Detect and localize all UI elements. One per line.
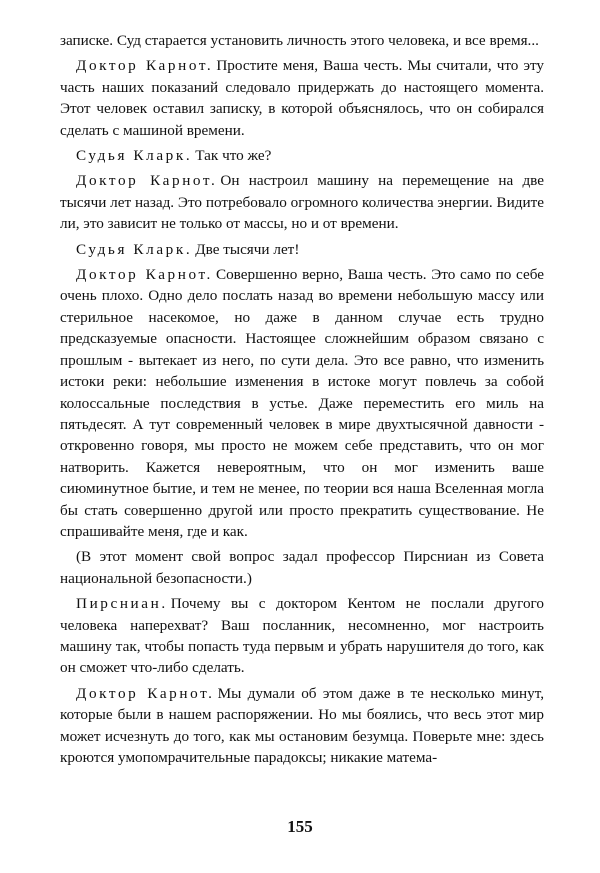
- paragraph: [60, 264, 544, 542]
- paragraph-text: Совершенно верно, Ваша честь. Это само по себе очень плохо. Одно дело послать назад во времени небольшую массу или стерильное насекомое, но даже в данном случае есть трудно предсказуемые опасности. Настоящее сложнейшим образом связано с прошлым - вытекает из него, по сути дела. Это все равно, что изменить истоки реки: небольшие изменения в истоке могут повлечь за собой колоссальные последствия в устье. Даже переместить его миль на пятьдесят. А тут современный человек в мире двухтысячной давности - откровенно говоря, мы просто не можем себе представить, что он мог натворить. Кажется невероятным, что он мог изменить ваше сиюминутное бытие, и тем не менее, по теории вся наша Вселенная могла бы стать совершенно другой или просто прекратить существование. Не спрашивайте меня, где и как.: [60, 266, 544, 540]
- paragraph-text: Мы думали об этом даже в те несколько минут, которые были в нашем распоряжении. Но мы боялись, что весь этот мир может исчезнуть до того, как мы остановим безумца. Поверьте мне: здесь кроются умопомрачительные парадоксы; никакие матема-: [60, 684, 545, 766]
- speaker-name: Пирсниан.: [76, 595, 168, 613]
- paragraph: [60, 239, 544, 260]
- paragraph-text: Так что же?: [195, 147, 272, 165]
- paragraph: [60, 170, 544, 234]
- paragraph-text: (В этот момент свой вопрос задал профессор Пирсниан из Совета национальной безопасности.): [60, 548, 544, 587]
- paragraph: [60, 145, 544, 166]
- speaker-name: Доктор Карнот.: [76, 57, 214, 75]
- paragraph: [60, 683, 544, 769]
- speaker-name: Доктор Карнот.: [76, 684, 215, 702]
- page-body: [60, 30, 544, 772]
- paragraph: [60, 55, 544, 141]
- speaker-name: Доктор Карнот.: [76, 266, 213, 284]
- paragraph: [60, 30, 544, 51]
- speaker-name: Судья Кларк.: [76, 147, 193, 165]
- speaker-name: Доктор Карнот.: [76, 172, 218, 190]
- paragraph-text: Простите меня, Ваша честь. Мы считали, что эту часть наших показаний следовало придержать до настоящего момента. Этот человек оставил записку, в которой объяснялось, что он собирался сделать с машиной времени.: [60, 57, 544, 139]
- paragraph: [60, 593, 544, 679]
- paragraph-text: Две тысячи лет!: [195, 240, 300, 258]
- page-number: 155: [287, 817, 313, 836]
- paragraph: [60, 546, 544, 589]
- speaker-name: Судья Кларк.: [76, 240, 193, 258]
- paragraph-text: Он настроил машину на перемещение на две тысячи лет назад. Это потребовало огромного количества энергии. Видите ли, это зависит не только от массы, но и от времени.: [60, 172, 544, 233]
- paragraph-text: записке. Суд старается установить личность этого человека, и все время...: [60, 32, 539, 49]
- paragraph-text: Почему вы с доктором Кентом не послали другого человека наперехват? Ваш посланник, несомненно, мог настроить машину так, чтобы попасть туда первым и убрать нарушителя до того, как он сможет что-либо сделать.: [60, 595, 544, 677]
